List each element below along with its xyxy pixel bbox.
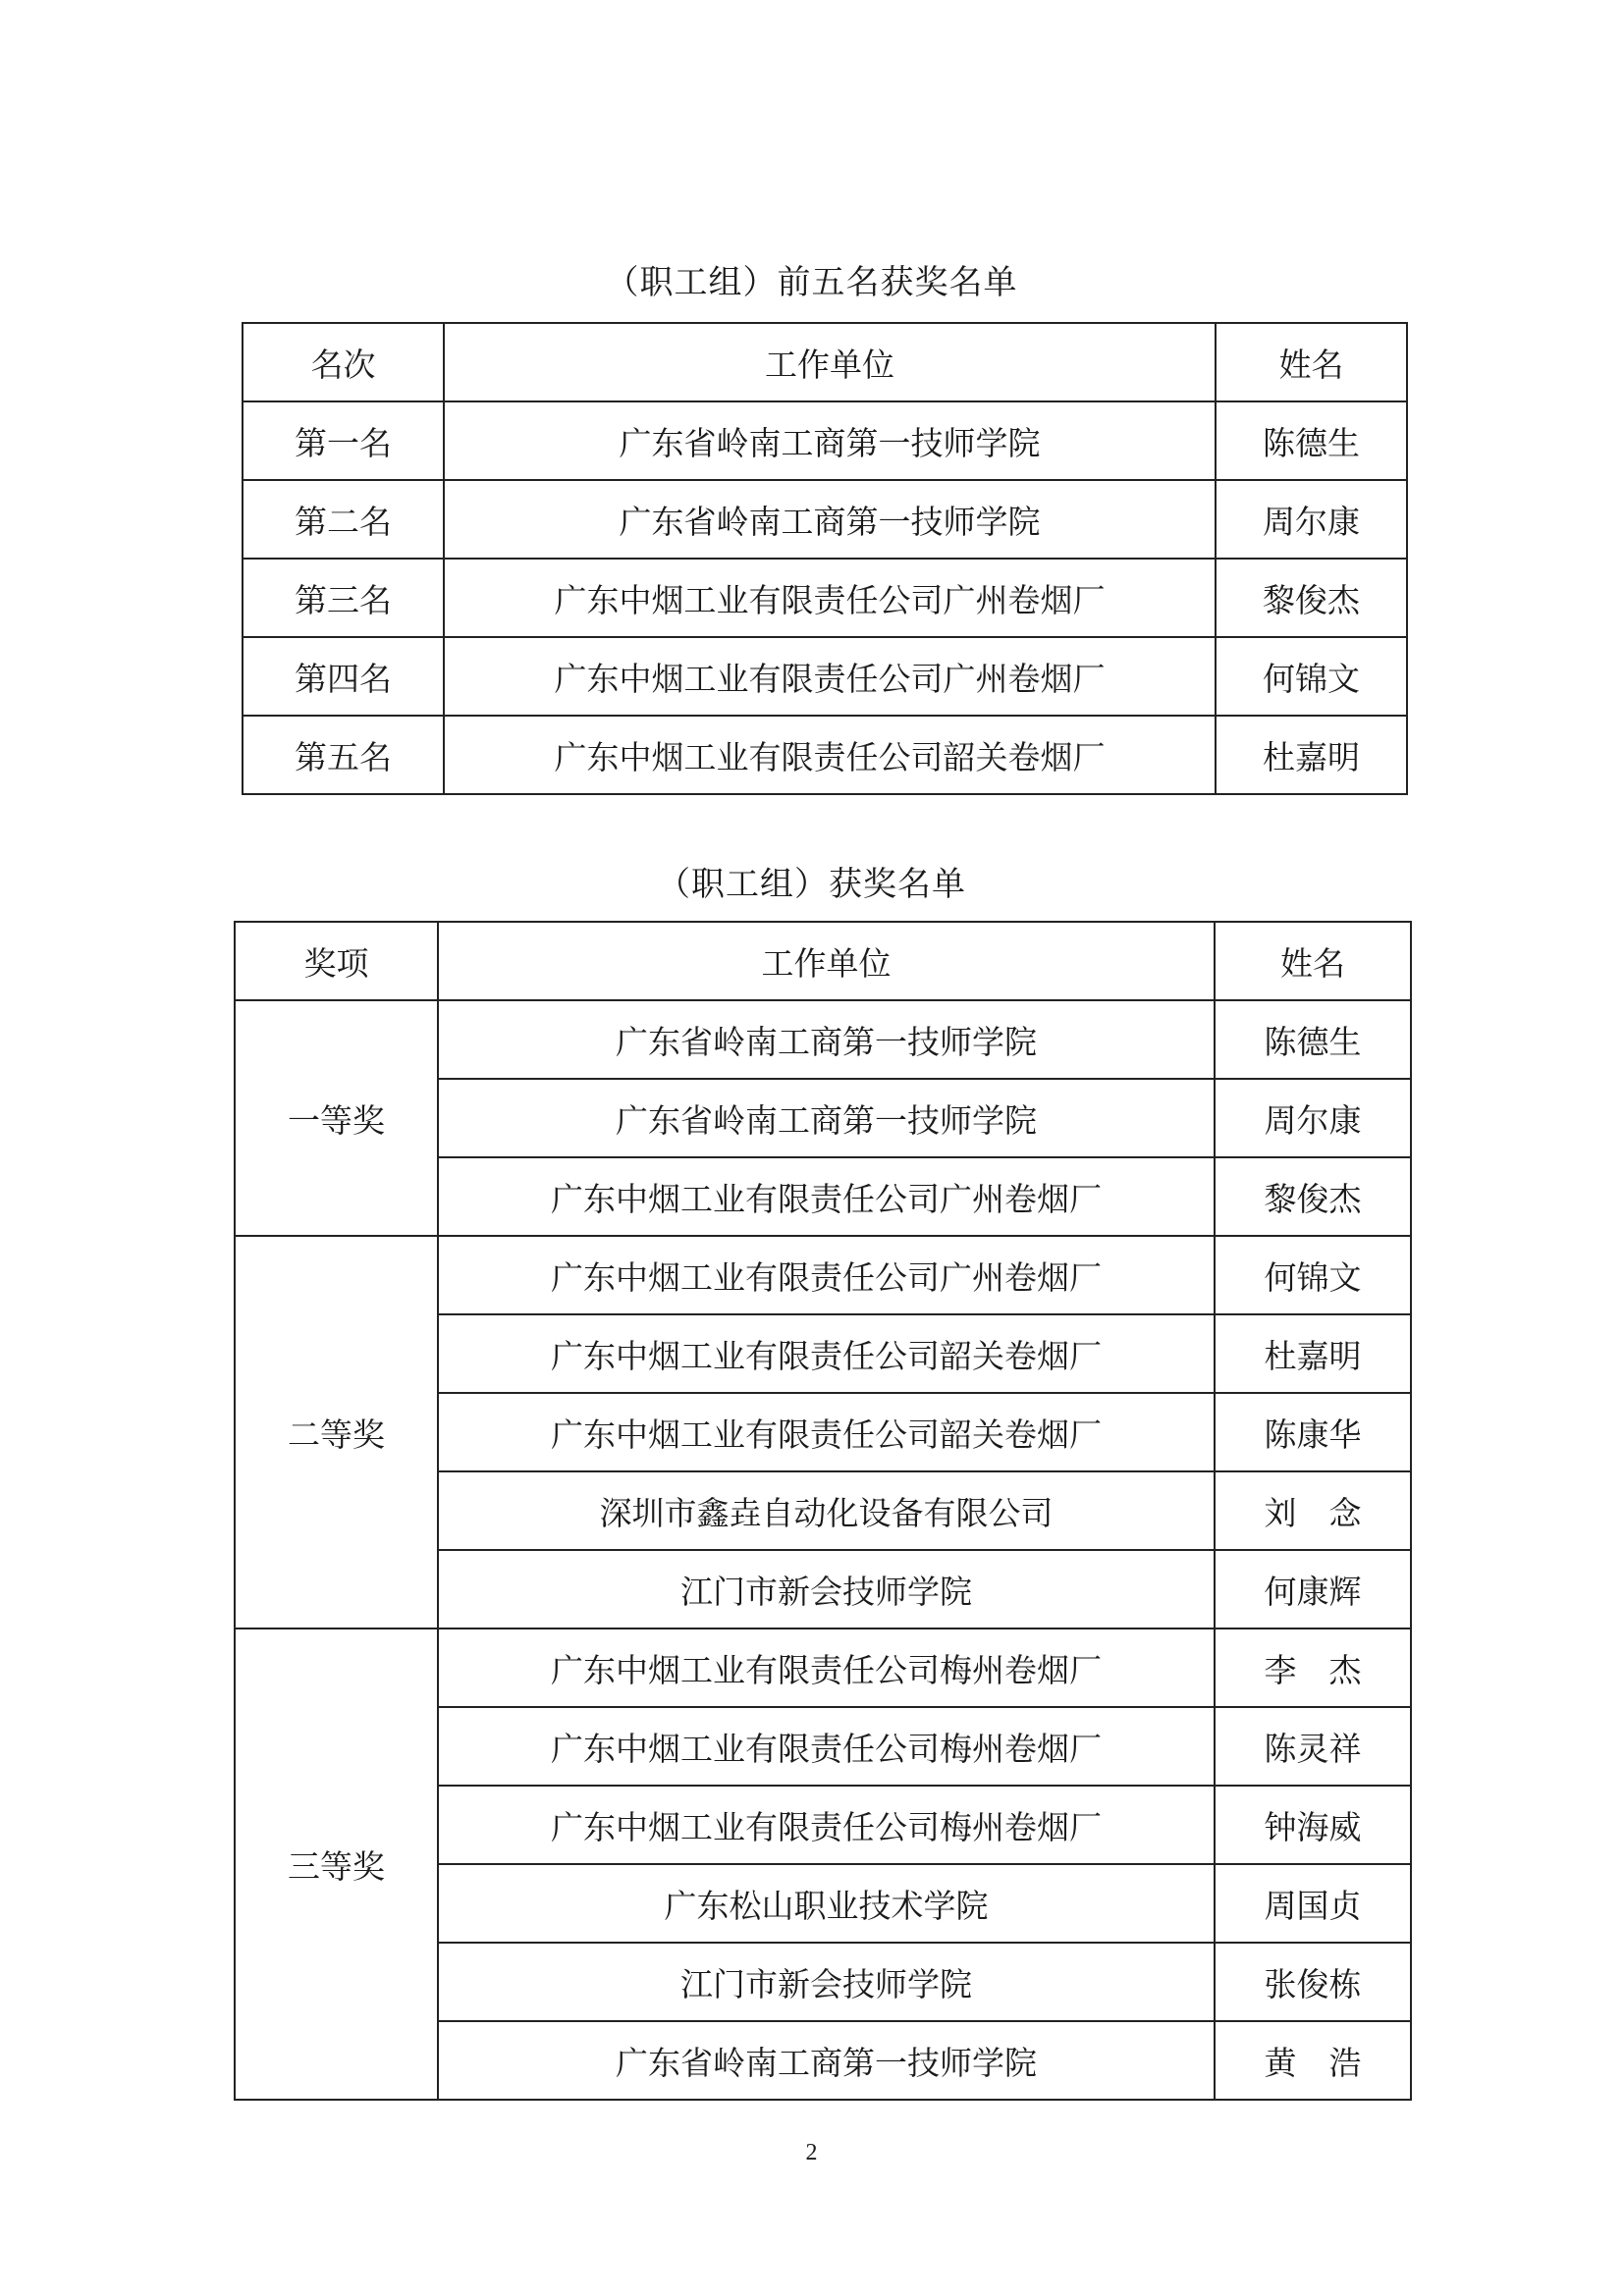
top-five-table [242, 322, 1408, 795]
award-level-cell: 三等奖 [235, 1629, 438, 2100]
unit-cell: 广东中烟工业有限责任公司广州卷烟厂 [444, 559, 1216, 637]
page-number: 2 [805, 2140, 818, 2165]
table-row [235, 1236, 1411, 1314]
name-cell: 黄 浩 [1215, 2021, 1411, 2100]
unit-cell: 广东中烟工业有限责任公司梅州卷烟厂 [438, 1629, 1215, 1707]
name-cell: 陈德生 [1216, 401, 1407, 480]
unit-cell: 广东中烟工业有限责任公司广州卷烟厂 [438, 1157, 1215, 1236]
unit-cell: 深圳市鑫垚自动化设备有限公司 [438, 1471, 1215, 1550]
unit-cell: 广东中烟工业有限责任公司广州卷烟厂 [444, 637, 1216, 716]
name-cell: 陈德生 [1215, 1000, 1411, 1079]
table-row [243, 716, 1407, 794]
rank-cell: 第四名 [243, 637, 444, 716]
name-cell: 张俊栋 [1215, 1943, 1411, 2021]
unit-cell: 江门市新会技师学院 [438, 1550, 1215, 1629]
table-header-row [243, 323, 1407, 401]
award-level-cell: 二等奖 [235, 1236, 438, 1629]
table-row [243, 637, 1407, 716]
name-cell: 周尔康 [1216, 480, 1407, 559]
unit-cell: 广东中烟工业有限责任公司韶关卷烟厂 [438, 1393, 1215, 1471]
table-row [243, 401, 1407, 480]
rank-cell: 第五名 [243, 716, 444, 794]
rank-cell: 第三名 [243, 559, 444, 637]
unit-cell: 广东省岭南工商第一技师学院 [444, 401, 1216, 480]
table-row [235, 1629, 1411, 1707]
rank-cell: 第一名 [243, 401, 444, 480]
header-name: 姓名 [1216, 323, 1407, 401]
unit-cell: 广东中烟工业有限责任公司梅州卷烟厂 [438, 1707, 1215, 1786]
awards-table [234, 921, 1412, 2101]
unit-cell: 广东中烟工业有限责任公司梅州卷烟厂 [438, 1786, 1215, 1864]
name-cell: 黎俊杰 [1215, 1157, 1411, 1236]
name-cell: 何锦文 [1216, 637, 1407, 716]
unit-cell: 广东省岭南工商第一技师学院 [444, 480, 1216, 559]
table-row [243, 559, 1407, 637]
table-row [235, 1000, 1411, 1079]
header-award: 奖项 [235, 922, 438, 1000]
unit-cell: 江门市新会技师学院 [438, 1943, 1215, 2021]
unit-cell: 广东中烟工业有限责任公司韶关卷烟厂 [438, 1314, 1215, 1393]
unit-cell: 广东松山职业技术学院 [438, 1864, 1215, 1943]
header-unit: 工作单位 [438, 922, 1215, 1000]
name-cell: 黎俊杰 [1216, 559, 1407, 637]
unit-cell: 广东省岭南工商第一技师学院 [438, 2021, 1215, 2100]
name-cell: 陈康华 [1215, 1393, 1411, 1471]
unit-cell: 广东中烟工业有限责任公司广州卷烟厂 [438, 1236, 1215, 1314]
name-cell: 何康辉 [1215, 1550, 1411, 1629]
rank-cell: 第二名 [243, 480, 444, 559]
header-rank: 名次 [243, 323, 444, 401]
unit-cell: 广东中烟工业有限责任公司韶关卷烟厂 [444, 716, 1216, 794]
name-cell: 陈灵祥 [1215, 1707, 1411, 1786]
award-level-cell: 一等奖 [235, 1000, 438, 1236]
name-cell: 周国贞 [1215, 1864, 1411, 1943]
name-cell: 刘 念 [1215, 1471, 1411, 1550]
name-cell: 钟海威 [1215, 1786, 1411, 1864]
header-name: 姓名 [1215, 922, 1411, 1000]
unit-cell: 广东省岭南工商第一技师学院 [438, 1000, 1215, 1079]
name-cell: 杜嘉明 [1215, 1314, 1411, 1393]
table-header-row [235, 922, 1411, 1000]
name-cell: 周尔康 [1215, 1079, 1411, 1157]
unit-cell: 广东省岭南工商第一技师学院 [438, 1079, 1215, 1157]
table-row [243, 480, 1407, 559]
awards-title: （职工组）获奖名单 [657, 865, 966, 904]
top-five-title: （职工组）前五名获奖名单 [605, 263, 1018, 302]
name-cell: 杜嘉明 [1216, 716, 1407, 794]
name-cell: 何锦文 [1215, 1236, 1411, 1314]
name-cell: 李 杰 [1215, 1629, 1411, 1707]
header-unit: 工作单位 [444, 323, 1216, 401]
